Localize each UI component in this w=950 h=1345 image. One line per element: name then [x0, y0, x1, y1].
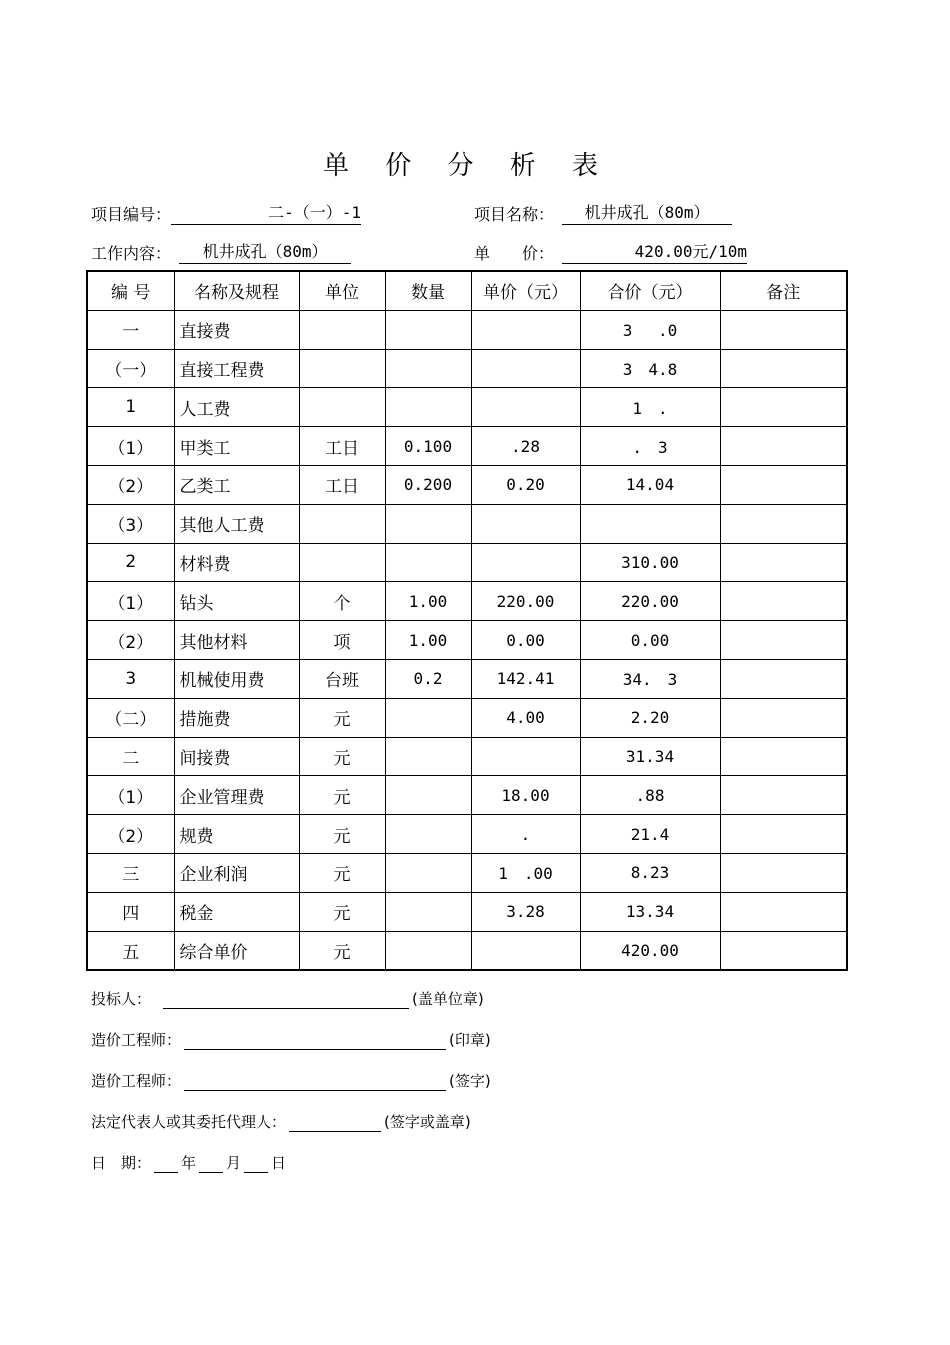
cell-no: （二）	[87, 698, 174, 737]
cell-remark	[720, 582, 847, 621]
cell-qty	[385, 931, 471, 970]
cell-no: （2）	[87, 465, 174, 504]
cell-qty	[385, 388, 471, 427]
cell-qty	[385, 310, 471, 349]
cell-price: 0.00	[471, 621, 580, 660]
cell-no: 四	[87, 892, 174, 931]
cell-total: . 3	[580, 427, 720, 466]
cell-remark	[720, 504, 847, 543]
cell-total: 3 4.8	[580, 349, 720, 388]
table-row	[87, 310, 847, 349]
cell-name: 乙类工	[174, 465, 299, 504]
cell-remark	[720, 349, 847, 388]
cell-price: 4.00	[471, 698, 580, 737]
table-row	[87, 543, 847, 582]
cell-unit	[299, 349, 385, 388]
legal-rep-note: (签字或盖章)	[384, 1113, 471, 1131]
cell-name: 综合单价	[174, 931, 299, 970]
legal-rep-label: 法定代表人或其委托代理人：	[91, 1113, 287, 1131]
cell-qty: 0.2	[385, 659, 471, 698]
cell-unit: 工日	[299, 465, 385, 504]
day-blank[interactable]	[244, 1158, 268, 1173]
cell-price	[471, 931, 580, 970]
cell-qty	[385, 853, 471, 892]
table-row	[87, 349, 847, 388]
engineer-seal-label: 造价工程师：	[91, 1031, 182, 1049]
cell-name: 机械使用费	[174, 659, 299, 698]
cell-remark	[720, 465, 847, 504]
cell-unit	[299, 310, 385, 349]
cell-qty	[385, 349, 471, 388]
table-row	[87, 776, 847, 815]
cell-price: 220.00	[471, 582, 580, 621]
cell-total: 220.00	[580, 582, 720, 621]
cell-total: 31.34	[580, 737, 720, 776]
cell-unit: 元	[299, 853, 385, 892]
col-header-price: 单价（元）	[471, 271, 580, 310]
cell-no: （2）	[87, 621, 174, 660]
cell-unit: 元	[299, 776, 385, 815]
cell-price	[471, 310, 580, 349]
cell-price	[471, 504, 580, 543]
cell-name: 规费	[174, 815, 299, 854]
cell-unit: 元	[299, 815, 385, 854]
unit-price-analysis-table	[86, 270, 848, 971]
cell-unit	[299, 543, 385, 582]
cell-name: 钻头	[174, 582, 299, 621]
work-content-field	[91, 241, 351, 264]
cell-remark	[720, 776, 847, 815]
month-blank[interactable]	[199, 1158, 223, 1173]
cell-qty: 0.200	[385, 465, 471, 504]
legal-rep-blank[interactable]	[289, 1117, 381, 1132]
date-label: 日 期：	[91, 1154, 152, 1172]
year-blank[interactable]	[154, 1158, 178, 1173]
table-row	[87, 465, 847, 504]
project-name-field	[474, 202, 732, 225]
cell-price: .	[471, 815, 580, 854]
cell-price	[471, 543, 580, 582]
work-content-value: 机井成孔（80m）	[179, 242, 351, 264]
page-title: 单 价 分 析 表	[322, 151, 613, 181]
cell-price: 18.00	[471, 776, 580, 815]
cell-total: 310.00	[580, 543, 720, 582]
bidder-line	[91, 988, 484, 1009]
cell-price: 0.20	[471, 465, 580, 504]
cell-remark	[720, 737, 847, 776]
engineer-sign-note: (签字)	[449, 1072, 491, 1090]
cell-name: 措施费	[174, 698, 299, 737]
cell-price: 3.28	[471, 892, 580, 931]
cell-name: 企业利润	[174, 853, 299, 892]
engineer-seal-blank[interactable]	[184, 1035, 446, 1050]
cell-total: 34. 3	[580, 659, 720, 698]
cell-name: 人工费	[174, 388, 299, 427]
cell-name: 其他材料	[174, 621, 299, 660]
cell-name: 间接费	[174, 737, 299, 776]
cell-qty: 1.00	[385, 582, 471, 621]
cell-price	[471, 349, 580, 388]
legal-rep-line	[91, 1111, 471, 1132]
cell-total: 1 .	[580, 388, 720, 427]
cell-remark	[720, 388, 847, 427]
cell-unit: 个	[299, 582, 385, 621]
cell-no: （3）	[87, 504, 174, 543]
cell-qty	[385, 737, 471, 776]
cell-total: 13.34	[580, 892, 720, 931]
table-row	[87, 853, 847, 892]
engineer-sign-line	[91, 1070, 491, 1091]
cell-no: （1）	[87, 427, 174, 466]
project-name-value: 机井成孔（80m）	[562, 203, 732, 225]
table-header-row	[87, 271, 847, 310]
table-row	[87, 737, 847, 776]
cell-no: 三	[87, 853, 174, 892]
table-row	[87, 659, 847, 698]
cell-no: （2）	[87, 815, 174, 854]
year-label: 年	[181, 1154, 197, 1172]
date-line	[91, 1152, 286, 1173]
col-header-remark: 备注	[720, 271, 847, 310]
engineer-sign-blank[interactable]	[184, 1076, 446, 1091]
project-name-label: 项目名称：	[474, 205, 555, 224]
cell-no: 2	[87, 543, 174, 582]
cell-name: 直接费	[174, 310, 299, 349]
cell-total: 14.04	[580, 465, 720, 504]
table-row	[87, 504, 847, 543]
cell-price: 1 .00	[471, 853, 580, 892]
cell-total: 3 .0	[580, 310, 720, 349]
cell-price: .28	[471, 427, 580, 466]
col-header-name: 名称及规程	[174, 271, 299, 310]
bidder-label: 投标人：	[91, 990, 152, 1008]
cell-no: 一	[87, 310, 174, 349]
cell-unit: 元	[299, 737, 385, 776]
project-no-label: 项目编号：	[91, 205, 172, 224]
cell-name: 直接工程费	[174, 349, 299, 388]
table-row	[87, 621, 847, 660]
cell-name: 税金	[174, 892, 299, 931]
cell-total: 420.00	[580, 931, 720, 970]
cell-name: 企业管理费	[174, 776, 299, 815]
cell-name: 甲类工	[174, 427, 299, 466]
engineer-seal-line	[91, 1029, 491, 1050]
cell-no: 二	[87, 737, 174, 776]
cell-remark	[720, 310, 847, 349]
cell-qty: 0.100	[385, 427, 471, 466]
cell-price	[471, 737, 580, 776]
month-label: 月	[226, 1154, 242, 1172]
table-row	[87, 388, 847, 427]
cell-no: （1）	[87, 582, 174, 621]
project-no-value: 二-（一）-1	[171, 203, 361, 225]
cell-unit: 元	[299, 931, 385, 970]
cell-unit: 工日	[299, 427, 385, 466]
cell-no: 五	[87, 931, 174, 970]
cell-remark	[720, 931, 847, 970]
col-header-no: 编 号	[87, 271, 174, 310]
col-header-qty: 数量	[385, 271, 471, 310]
project-no-field	[91, 202, 361, 225]
bidder-note: (盖单位章)	[412, 990, 484, 1008]
cell-qty	[385, 543, 471, 582]
table-row	[87, 931, 847, 970]
cell-qty	[385, 815, 471, 854]
cell-unit	[299, 388, 385, 427]
cell-qty: 1.00	[385, 621, 471, 660]
cell-name: 材料费	[174, 543, 299, 582]
cell-total: 8.23	[580, 853, 720, 892]
cell-remark	[720, 621, 847, 660]
cell-total: .88	[580, 776, 720, 815]
engineer-seal-note: (印章)	[449, 1031, 491, 1049]
cell-unit: 台班	[299, 659, 385, 698]
cell-no: （1）	[87, 776, 174, 815]
bidder-blank[interactable]	[163, 994, 409, 1009]
cell-no: 3	[87, 659, 174, 698]
cell-remark	[720, 427, 847, 466]
cell-unit	[299, 504, 385, 543]
table-row	[87, 892, 847, 931]
day-label: 日	[271, 1154, 287, 1172]
cell-qty	[385, 698, 471, 737]
table-row	[87, 698, 847, 737]
cell-unit: 项	[299, 621, 385, 660]
unit-price-value: 420.00元/10m	[562, 242, 747, 264]
unit-price-field	[474, 241, 747, 264]
cell-total	[580, 504, 720, 543]
cell-total: 21.4	[580, 815, 720, 854]
cell-qty	[385, 504, 471, 543]
cell-no: 1	[87, 388, 174, 427]
cell-remark	[720, 853, 847, 892]
work-content-label: 工作内容：	[91, 244, 172, 263]
cell-total: 2.20	[580, 698, 720, 737]
col-header-total: 合价（元）	[580, 271, 720, 310]
cell-unit: 元	[299, 892, 385, 931]
cell-price: 142.41	[471, 659, 580, 698]
table-row	[87, 427, 847, 466]
cell-remark	[720, 659, 847, 698]
cell-remark	[720, 698, 847, 737]
table-row	[87, 815, 847, 854]
engineer-sign-label: 造价工程师：	[91, 1072, 182, 1090]
cell-no: （一）	[87, 349, 174, 388]
cell-remark	[720, 892, 847, 931]
cell-remark	[720, 815, 847, 854]
cell-name: 其他人工费	[174, 504, 299, 543]
cell-total: 0.00	[580, 621, 720, 660]
cell-qty	[385, 892, 471, 931]
unit-price-label: 单 价：	[474, 244, 555, 263]
cell-price	[471, 388, 580, 427]
table-row	[87, 582, 847, 621]
cell-unit: 元	[299, 698, 385, 737]
cell-qty	[385, 776, 471, 815]
col-header-unit: 单位	[299, 271, 385, 310]
cell-remark	[720, 543, 847, 582]
